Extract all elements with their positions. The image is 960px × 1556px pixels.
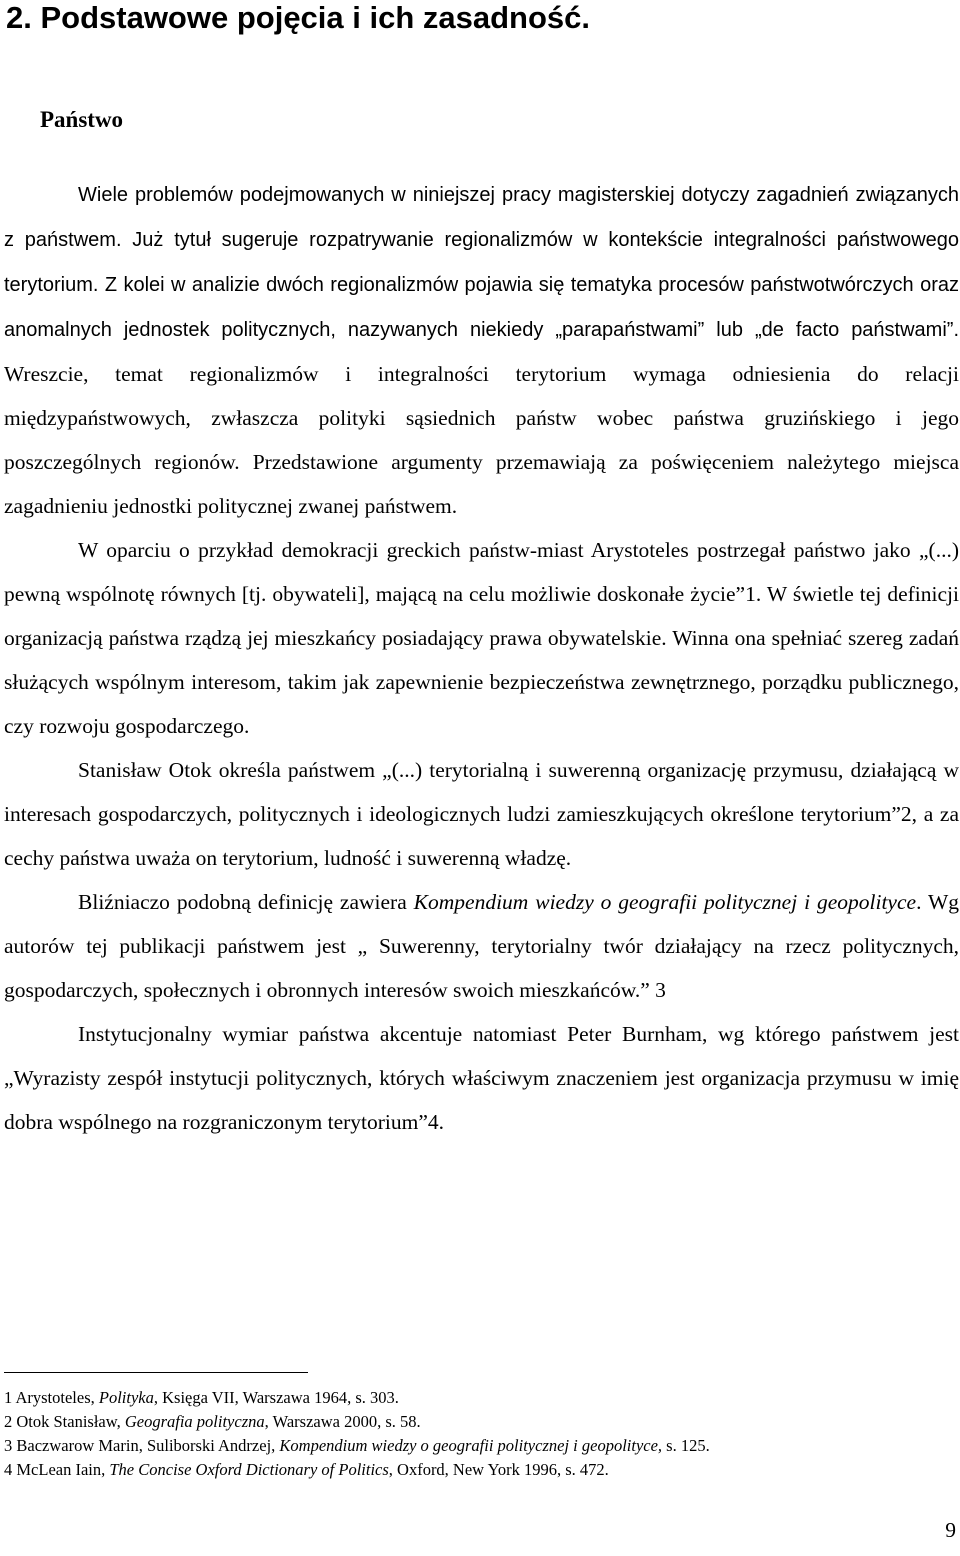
footnote-4-details: , Oxford, New York 1996, s. 472. [388,1460,609,1479]
footnote-2-details: , Warszawa 2000, s. 58. [264,1412,421,1431]
footnote-1-title: Polityka [98,1388,154,1407]
footnote-4-text: 4 McLean Iain, [4,1460,110,1479]
footnote-3 [4,1434,959,1458]
body-text [4,172,959,1144]
paragraph-1-sans-part: Wiele problemów podejmowanych w niniejszej pracy magisterskiej dotyczy zagadnień związanych z państwem. Już tytuł sugeruje rozpatrywanie regionalizmów w kontekście integralności państwowego terytorium. Z kolei w analizie dwóch regionalizmów pojawia się tematyka procesów państwotwórczych oraz anomalnych jednostek politycznych, nazywanych niekiedy „parapaństwami” lub „de facto państwami”. [4,184,959,341]
paragraph-3: Stanisław Otok określa państwem „(...) terytorialną i suwerenną organizację przymusu, działającą w interesach gospodarczych, politycznych i ideologicznych ludzi zamieszkujących określone terytorium”2, a za cechy państwa uważa on terytorium, ludność i suwerenną władzę. [4,758,959,870]
paragraph-4-start: Bliźniaczo podobną definicję zawiera [78,890,414,914]
paragraph-5: Instytucjonalny wymiar państwa akcentuje natomiast Peter Burnham, wg którego państwem jest „Wyrazisty zespół instytucji politycznych, których właściwym znaczeniem jest organizacja przymusu w imię dobra wspólnego na rozgraniczonym terytorium”4. [4,1022,959,1134]
paragraph-2: W oparciu o przykład demokracji greckich państw-miast Arystoteles postrzegał państwo jako „(...) pewną wspólnotę równych [tj. obywateli], mającą na celu możliwie doskonałe życie”1. W świetle tej definicji organizacją państwa rządzą jej mieszkańcy posiadający prawa obywatelskie. Winna ona spełniać szereg zadań służących wspólnym interesom, takim jak zapewnienie bezpieczeństwa zewnętrznego, porządku publicznego, czy rozwoju gospodarczego. [4,538,959,738]
footnote-1-details: , Księga VII, Warszawa 1964, s. 303. [153,1388,399,1407]
section-heading: 2. Podstawowe pojęcia i ich zasadność. [6,0,591,35]
footnote-3-title: Kompendium wiedzy o geografii politycznej i geopolityce, [279,1436,663,1455]
footnote-separator [4,1372,308,1373]
paragraph-1-serif-part: Wreszcie, temat regionalizmów i integralności terytorium wymaga odniesienia do relacji międzypaństwowych, zwłaszcza polityki sąsiednich państw wobec państwa gruzińskiego i jego poszczególnych regionów. Przedstawione argumenty przemawiają za poświęceniem należytego miejsca zagadnieniu jednostki politycznej zwanej państwem. [4,362,959,518]
footnote-1 [4,1386,959,1410]
footnote-3-details: s. 125. [662,1436,710,1455]
paragraph-4-rest: . Wg autorów tej publikacji państwem jest „ Suwerenny, terytorialny twór działający na rzecz politycznych, gospodarczych, społecznych i obronnych interesów swoich mieszkańców.” 3 [4,890,959,1002]
subsection-heading: Państwo [40,107,124,132]
footnote-2-text: 2 Otok Stanisław, [4,1412,125,1431]
footnotes [4,1386,959,1482]
footnote-4 [4,1458,959,1482]
footnote-2 [4,1410,959,1434]
book-title-italic: Kompendium wiedzy o geografii politycznej i geopolityce [413,890,917,914]
footnote-3-text: 3 Baczwarow Marin, Suliborski Andrzej, [4,1436,280,1455]
footnote-2-title: Geografia polityczna [124,1412,265,1431]
paragraph-1 [4,172,959,528]
page-number: 9 [945,1518,956,1542]
paragraph-4 [4,880,959,1012]
footnote-4-title: The Concise Oxford Dictionary of Politics [109,1460,389,1479]
footnote-1-text: 1 Arystoteles, [4,1388,99,1407]
